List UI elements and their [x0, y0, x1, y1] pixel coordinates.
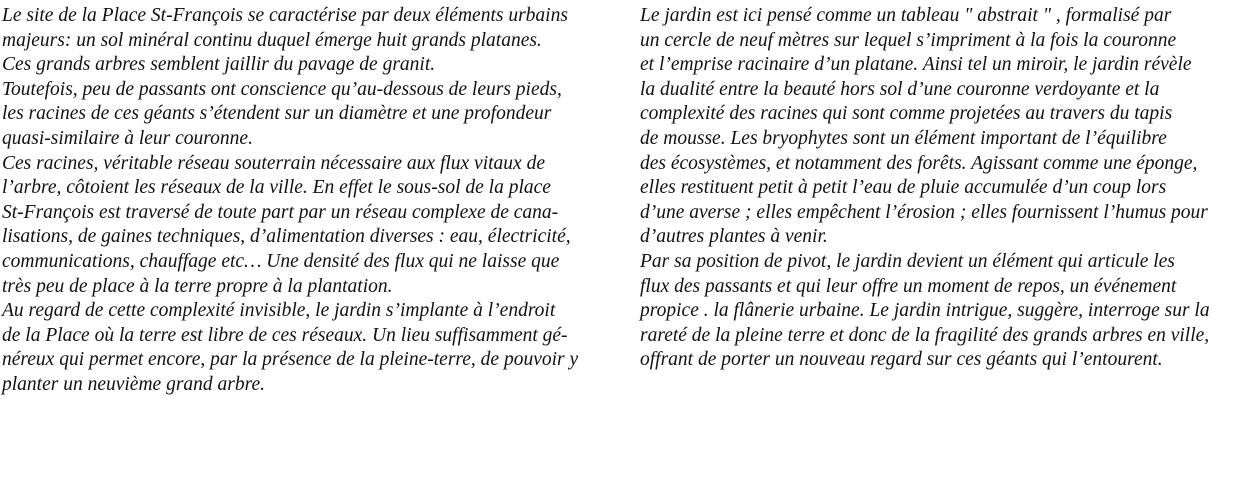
text-line: lisations, de gaines techniques, d’alimentation diverses : eau, électricité, [2, 226, 571, 248]
text-line: de mousse. Les bryophytes sont un élément important de l’équilibre [640, 127, 1167, 149]
text-line: St-François est traversé de toute part par un réseau complexe de cana- [2, 201, 559, 223]
text-line: très peu de place à la terre propre à la plantation. [2, 275, 393, 297]
text-line: Par sa position de pivot, le jardin devient un élément qui articule les [640, 250, 1175, 272]
text-line: d’une averse ; elles empêchent l’érosion ; elles fournissent l’humus pour [640, 201, 1208, 223]
text-line: offrant de porter un nouveau regard sur ces géants qui l’entourent. [640, 349, 1163, 371]
text-line: Au regard de cette complexité invisible, le jardin s’implante à l’endroit [2, 300, 556, 322]
text-line: des écosystèmes, et notamment des forêts. Agissant comme une éponge, [640, 152, 1198, 174]
text-line: et l’emprise racinaire d’un platane. Ainsi tel un miroir, le jardin révèle [640, 54, 1192, 76]
text-line: majeurs: un sol minéral continu duquel émerge huit grands platanes. [2, 29, 542, 51]
text-line: communications, chauffage etc… Une densité des flux qui ne laisse que [2, 250, 560, 272]
text-line: de la Place où la terre est libre de ces réseaux. Un lieu suffisamment gé- [2, 324, 568, 346]
text-line: flux des passants et qui leur offre un moment de repos, un événement [640, 275, 1177, 297]
text-line: planter un neuvième grand arbre. [2, 373, 266, 395]
text-line: Ces grands arbres semblent jaillir du pavage de granit. [2, 54, 436, 76]
text-line: la dualité entre la beauté hors sol d’une couronne verdoyante et la [640, 78, 1160, 100]
text-line: un cercle de neuf mètres sur lequel s’impriment à la fois la couronne [640, 29, 1177, 51]
text-column-right [640, 4, 1238, 373]
text-line: propice . la flânerie urbaine. Le jardin intrigue, suggère, interroge sur la [640, 300, 1210, 322]
text-line: Le jardin est ici pensé comme un tableau " abstrait " , formalisé par [640, 5, 1172, 26]
text-line: Le site de la Place St-François se caractérise par deux éléments urbains [2, 5, 568, 26]
text-line: d’autres plantes à venir. [640, 226, 828, 248]
text-line: quasi-similaire à leur couronne. [2, 127, 253, 149]
text-line: elles restituent petit à petit l’eau de pluie accumulée d’un coup lors [640, 177, 1167, 199]
text-line: rareté de la pleine terre et donc de la fragilité des grands arbres en ville, [640, 324, 1210, 346]
text-line: néreux qui permet encore, par la présence de la pleine-terre, de pouvoir y [2, 349, 579, 371]
text-line: Toutefois, peu de passants ont conscience qu’au-dessous de leurs pieds, [2, 78, 562, 100]
text-line: complexité des racines qui sont comme projetées au travers du tapis [640, 103, 1173, 125]
text-line: Ces racines, véritable réseau souterrain nécessaire aux flux vitaux de [2, 152, 545, 174]
text-line: les racines de ces géants s’étendent sur un diamètre et une profondeur [2, 103, 552, 125]
text-line: l’arbre, côtoient les réseaux de la ville. En effet le sous-sol de la place [2, 177, 551, 199]
text-column-left [2, 4, 602, 398]
